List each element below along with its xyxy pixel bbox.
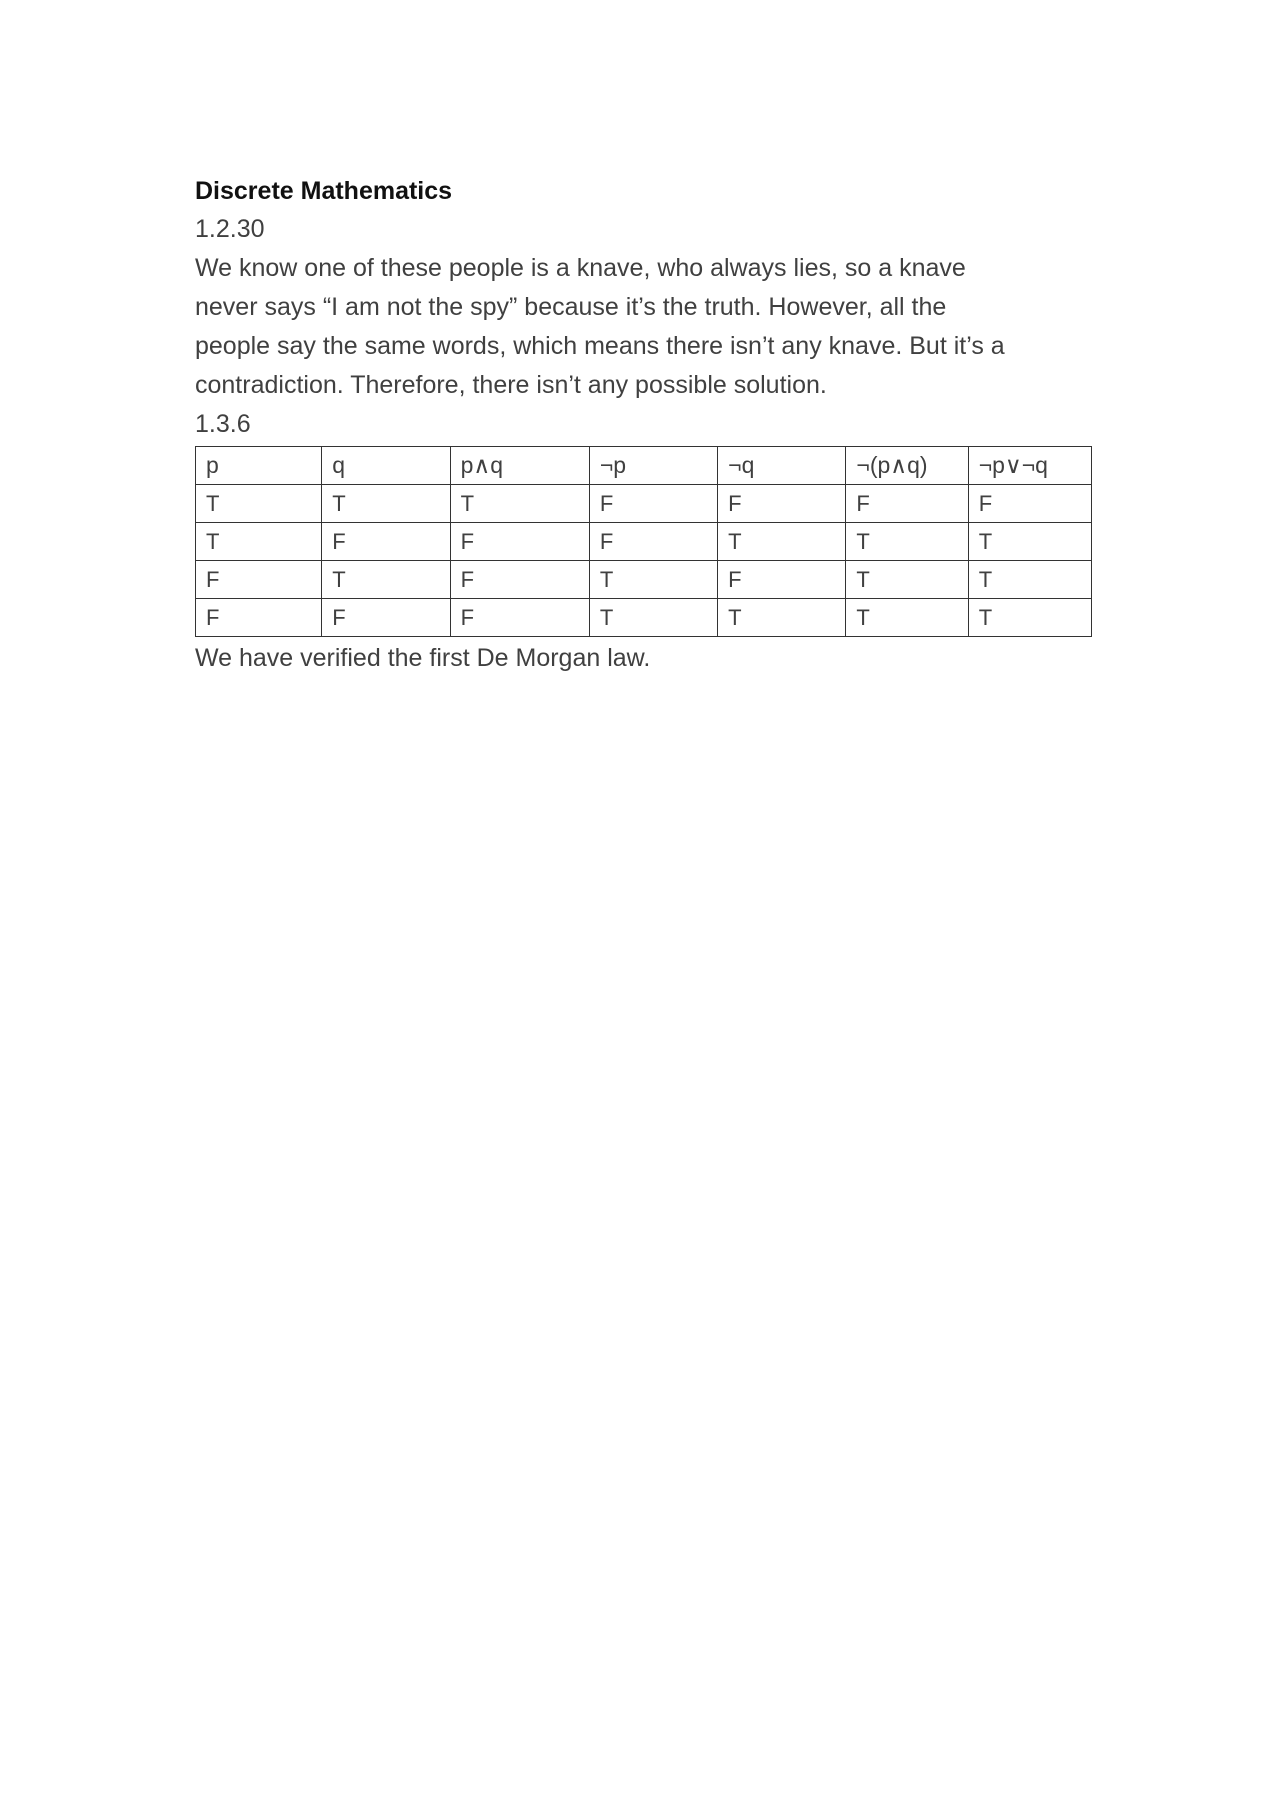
table-cell: T <box>968 523 1091 561</box>
table-cell: F <box>589 485 717 523</box>
table-cell: F <box>322 523 450 561</box>
section-number-1-2-30: 1.2.30 <box>195 215 265 243</box>
table-cell: T <box>718 599 846 637</box>
truth-table-header-row <box>196 447 1092 485</box>
header-cell: ¬q <box>718 447 846 485</box>
truth-table <box>195 446 1092 637</box>
table-cell: T <box>196 485 322 523</box>
header-cell: p∧q <box>450 447 589 485</box>
table-cell: F <box>450 561 589 599</box>
paragraph-line: We know one of these people is a knave, who always lies, so a knave <box>195 254 966 282</box>
table-cell: T <box>322 561 450 599</box>
conclusion-text: We have verified the first De Morgan law. <box>195 644 651 672</box>
header-cell: ¬p∨¬q <box>968 447 1091 485</box>
table-cell: F <box>968 485 1091 523</box>
section-number-1-3-6: 1.3.6 <box>195 410 251 438</box>
document-title: Discrete Mathematics <box>195 177 453 205</box>
table-cell: F <box>718 561 846 599</box>
table-row <box>196 485 1092 523</box>
table-cell: T <box>968 599 1091 637</box>
document-page <box>195 172 1095 679</box>
header-cell: q <box>322 447 450 485</box>
header-cell: ¬p <box>589 447 717 485</box>
paragraph-line: contradiction. Therefore, there isn’t any possible solution. <box>195 371 827 399</box>
table-cell: F <box>322 599 450 637</box>
table-cell: T <box>589 561 717 599</box>
paragraph-line: never says “I am not the spy” because it’s the truth. However, all the <box>195 293 947 321</box>
table-row <box>196 561 1092 599</box>
header-cell: p <box>196 447 322 485</box>
table-cell: F <box>450 599 589 637</box>
table-row <box>196 523 1092 561</box>
table-cell: F <box>718 485 846 523</box>
section-1-2-30-answer <box>195 249 1095 405</box>
table-cell: T <box>846 561 968 599</box>
table-cell: F <box>589 523 717 561</box>
table-cell: T <box>196 523 322 561</box>
table-cell: T <box>322 485 450 523</box>
table-cell: F <box>846 485 968 523</box>
table-row <box>196 599 1092 637</box>
paragraph-line: people say the same words, which means there isn’t any knave. But it’s a <box>195 332 1005 360</box>
table-cell: T <box>968 561 1091 599</box>
table-cell: F <box>450 523 589 561</box>
table-cell: F <box>196 561 322 599</box>
table-cell: T <box>846 523 968 561</box>
table-cell: T <box>718 523 846 561</box>
header-cell: ¬(p∧q) <box>846 447 968 485</box>
table-cell: T <box>589 599 717 637</box>
table-cell: F <box>196 599 322 637</box>
table-cell: T <box>846 599 968 637</box>
table-cell: T <box>450 485 589 523</box>
